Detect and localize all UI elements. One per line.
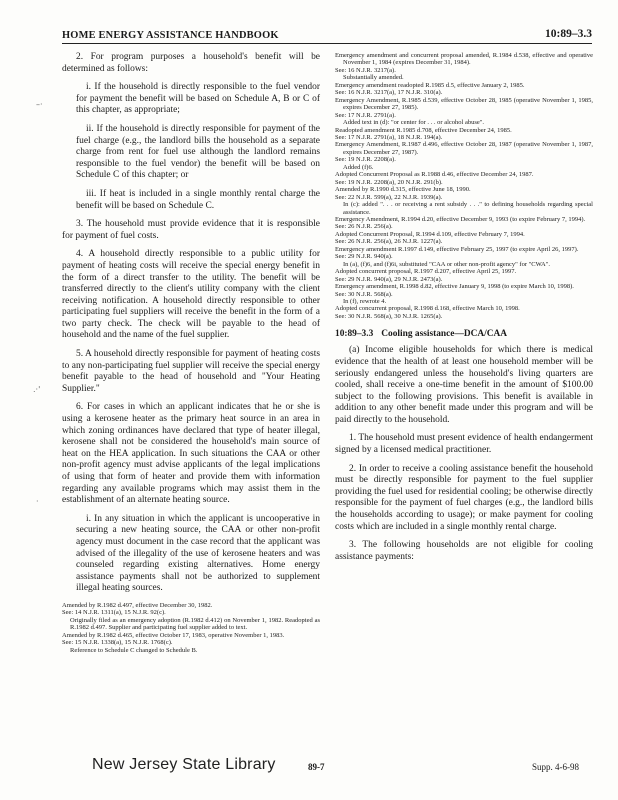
history-line: See: 14 N.J.R. 1311(a), 15 N.J.R. 92(c). [62,609,166,617]
library-stamp: New Jersey State Library [92,756,276,773]
paragraph: 2. In order to receive a cooling assistance benefit the household must be directly responsible for payment to the fuel supplier providing the fuel used for residential cooling; be otherwise directly responsible for the payment of fuel charges (e.g., the landlord bills the households according to usage); or make payment for cooling costs which are included in a single monthly rental charge. [335,463,593,532]
handbook-title: HOME ENERGY ASSISTANCE HANDBOOK [62,30,279,41]
history-line: See: 26 N.J.R. 256(a). [335,223,393,231]
margin-tick-mark: .·' [33,385,41,394]
page-number: 89-7 [308,762,325,772]
history-line: See: 26 N.J.R. 256(a), 26 N.J.R. 1227(a). [335,238,443,246]
section-heading [335,329,593,339]
history-line: Amended by R.1982 d.465, effective October 17, 1983, operative November 1, 1983. [62,631,285,639]
history-line: In (c): added ". . . or receiving a rent subsidy . . ." to defining households regarding special assistance. [343,201,593,216]
history-line: In (a), (f)6, and (f)6i, substituted "CAA or other non-profit agency" for "CWA". [343,260,551,268]
history-line: See: 16 N.J.R. 3217(a). [335,66,396,74]
section-range: 10:89–3.3 [545,28,592,40]
history-line: See: 29 N.J.R. 940(a). [335,253,393,261]
section-number: 10:89–3.3 [335,329,374,340]
history-line: See: 22 N.J.R. 599(a), 22 N.J.R. 1939(a). [335,193,443,201]
history-line: Originally filed as an emergency adoption (R.1982 d.412) on November 1, 1982. Readopted as R.1982 d.497. Supplier and participating fuel supplier added to text. [70,616,320,632]
paragraph: 3. The household must provide evidence that it is responsible for payment of fuel costs. [62,219,320,241]
history-line: See: 19 N.J.R. 2208(a), 20 N.J.R. 291(b). [335,178,443,186]
history-line: See: 15 N.J.R. 1338(a), 15 N.J.R. 1768(c). [62,639,173,647]
left-column [62,52,320,654]
history-line: Emergency amendment R.1997 d.149, effective February 25, 1997 (to expire April 26, 1997). [335,245,579,253]
paragraph: i. If the household is directly responsible to the fuel vendor for payment the benefit will be based on Schedule A, B or C of this chapter, as appropriate; [76,82,320,116]
margin-tick-mark: –· [36,100,43,109]
paragraph: (a) Income eligible households for which there is medical evidence that the health of at least one household member will be seriously endangered unless the household's living quarters are cooled, shall receive a one-time benefit in the amount of $100.00 subject to the following provisions. This benefit is available in addition to any other benefit made under this program and will be paid directly to the household. [335,345,593,425]
history-line: Added (f)6. [343,163,374,171]
history-line: Emergency amendment and concurrent proposal amended, R.1984 d.538, effective and operative November 1, 1984 (expires December 31, 1984). [335,52,593,67]
history-line: Emergency amendment readopted R.1985 d.5, effective January 2, 1985. [335,81,525,89]
paragraph: 1. The household must present evidence of health endangerment signed by a licensed medical practitioner. [335,433,593,456]
history-line: Reference to Schedule C changed to Schedule B. [70,646,198,654]
running-header [62,27,592,44]
history-line: See: 30 N.J.R. 568(a), 30 N.J.R. 1265(a). [335,312,443,320]
history-line: Amended by R.1990 d.315, effective June 18, 1990. [335,186,471,194]
paragraph: 4. A household directly responsible to a public utility for payment of heating costs will receive the special energy benefit in the form of a direct transfer to the utility. The benefit will be transferred directly to the client's utility company with the client receiving notification. A household directly responsible to other participating fuel suppliers will receive the benefit in the form of a two party check. The check will be payable to the head of household and the name of the fuel supplier. [62,249,320,341]
history-line: Adopted concurrent proposal, R.1998 d.168, effective March 10, 1998. [335,305,520,313]
history-line: Substantially amended. [343,74,404,82]
history-line: Emergency amendment, R.1998 d.82, effective January 9, 1998 (to expire March 10, 1998). [335,283,574,291]
margin-tick-mark: · [36,497,39,506]
history-line: Emergency Amendment, R.1985 d.539, effective October 28, 1985 (operative November 1, 1985, expires December 27, 1985). [335,96,593,112]
paragraph: 6. For cases in which an applicant indicates that he or she is using a kerosene heater as the primary heat source in an area in which zoning ordinances have declared that type of heater illegal, kerosene shall not be considered the household's main source of heat on the HEA application. In such situations the CAA or other non-profit agency must advise applicants of the legal implications of using that form of heater and provide them with information regarding any available programs which may assist them in the establishment of an alternate heating source. [62,402,320,506]
history-line: In (f), rewrote 4. [343,297,387,305]
history-line: Readopted amendment R.1985 d.708, effective December 24, 1985. [335,126,512,134]
history-line: Adopted concurrent proposal, R.1997 d.207, effective April 25, 1997. [335,268,517,276]
history-line: See: 17 N.J.R. 2791(a). [335,111,396,119]
supplement-date: Supp. 4-6-98 [532,762,579,772]
history-line: See: 17 N.J.R. 2791(a), 18 N.J.R. 194(a). [335,133,443,141]
paragraph: 3. The following households are not eligible for cooling assistance payments: [335,540,593,562]
history-line: See: 19 N.J.R. 2208(a). [335,156,396,164]
history-notes [335,52,593,320]
history-line: See: 30 N.J.R. 568(a). [335,290,393,298]
right-column [335,52,593,570]
history-line: Emergency Amendment, R.1994 d.20, effective December 9, 1993 (to expire February 7, 1994). [335,215,586,223]
paragraph: 5. A household directly responsible for payment of heating costs to any non-participating fuel supplier will receive the special energy benefit payable to the head of household and "Your Heating Supplier." [62,349,320,394]
history-line: Adopted Concurrent Proposal as R.1988 d.46, effective December 24, 1987. [335,171,534,179]
paragraph: 2. For program purposes a household's benefit will be determined as follows: [62,52,320,74]
paragraph: ii. If the household is directly responsible for payment of the fuel charge (e.g., the landlord bills the household as a separate charge from rent for fuel use although the landlord remains responsible to the fuel vendor) the benefit will be based on Schedule C of this chapter; or [76,123,320,181]
history-line: See: 16 N.J.R. 3217(a), 17 N.J.R. 310(a). [335,89,443,97]
history-line: See: 29 N.J.R. 940(a), 29 N.J.R. 2473(a). [335,275,443,283]
history-notes [62,602,320,654]
history-line: Added text in (d): "or center for . . . or alcohol abuse". [343,119,485,127]
paragraph: iii. If heat is included in a single monthly rental charge the benefit will be based on Schedule C. [76,188,320,211]
history-line: Amended by R.1982 d.497, effective December 30, 1982. [62,601,213,609]
history-line: Emergency Amendment, R.1987 d.496, effective October 28, 1987 (operative November 1, 1987, expires December 27, 1987). [335,141,593,156]
history-line: Adopted Concurrent Proposal, R.1994 d.109, effective February 7, 1994. [335,230,525,238]
section-title: Cooling assistance—DCA/CAA [381,329,508,340]
paragraph: i. In any situation in which the applicant is uncooperative in securing a new heating source, the CAA or other non-profit agency must document in the case record that the applicant was advised of the illegality of the use of kerosene heaters and was counseled regarding existing alternatives. Home energy assistance payments shall not be authorized to supplement illegal heating sources. [76,513,320,594]
